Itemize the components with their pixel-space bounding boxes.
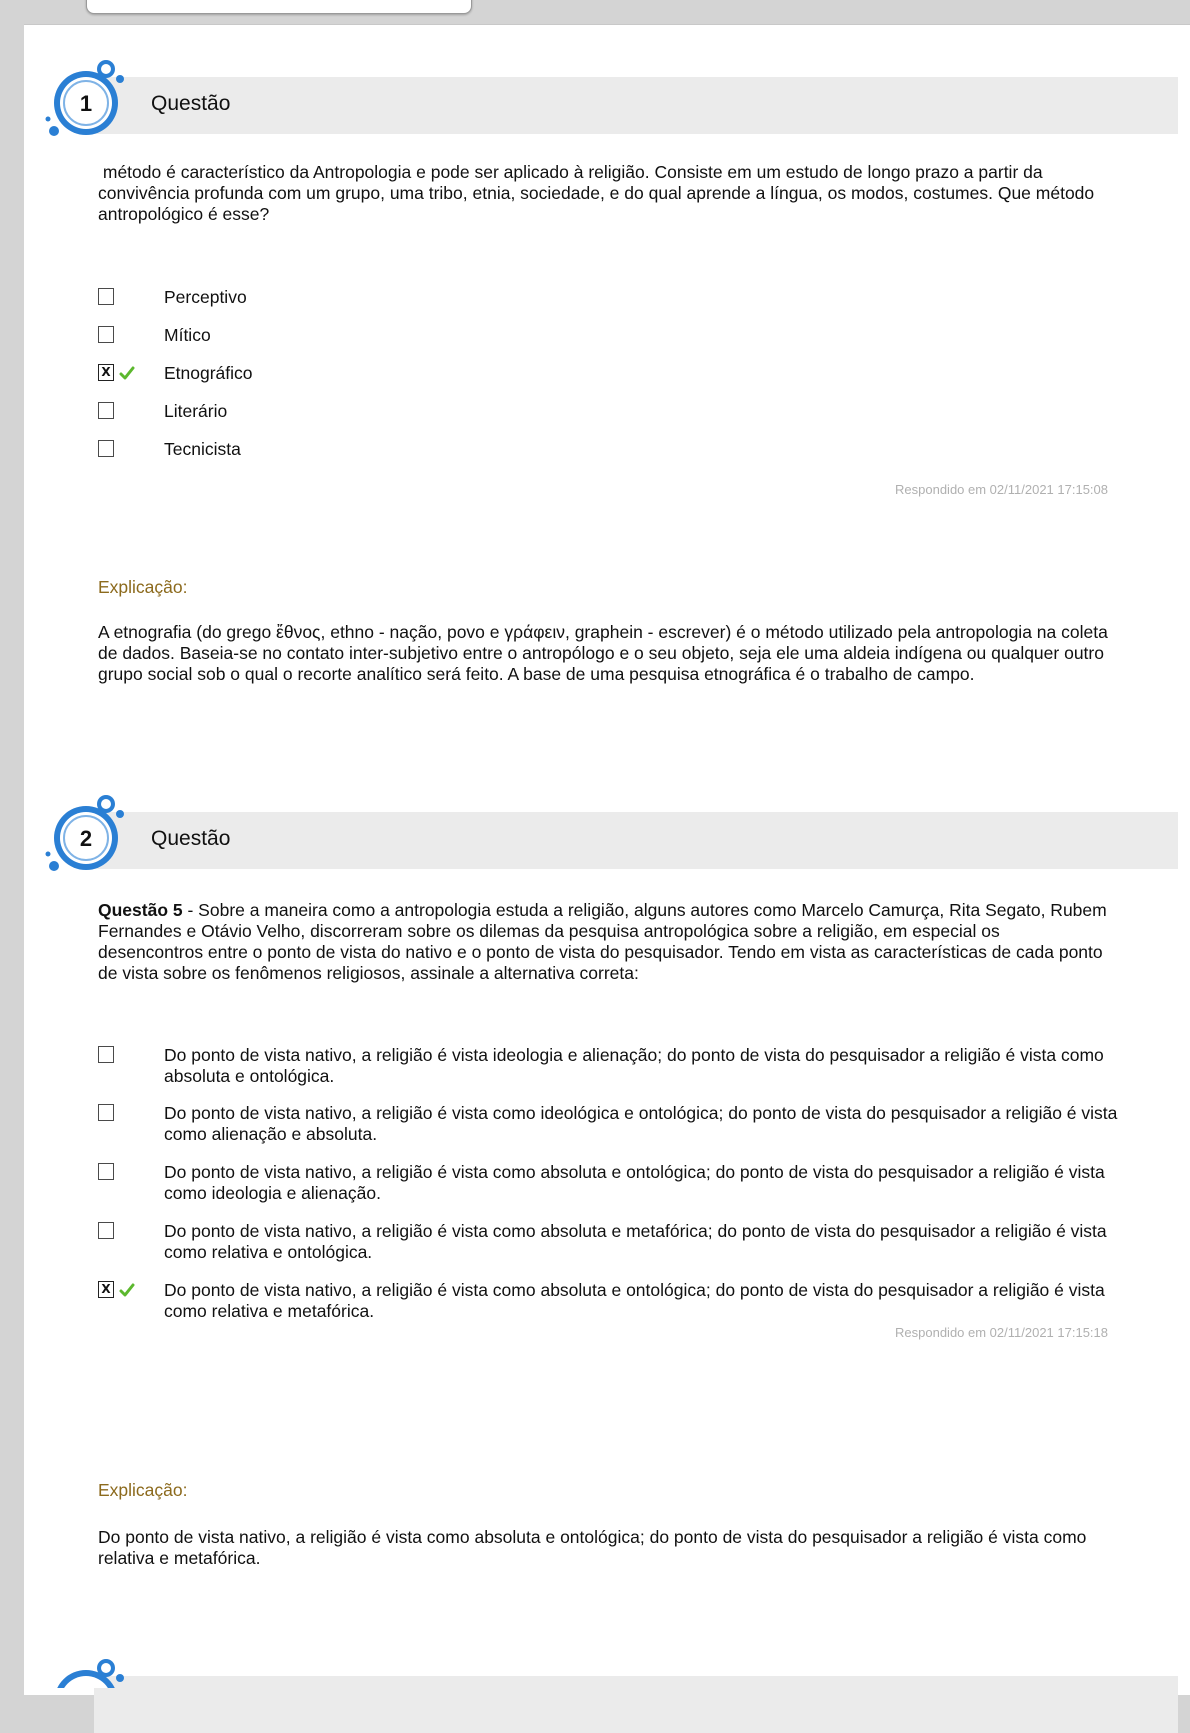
option-2[interactable] [98,1103,1138,1162]
option-label: Do ponto de vista nativo, a religião é vista como absoluta e ontológica; do ponto de vista do pesquisador a religião é vista como relativa e metafórica. [164,1280,1105,1321]
question-title: Questão [151,827,231,850]
checkbox[interactable] [98,288,114,305]
question-title: Questão [151,92,231,115]
checkbox[interactable] [98,402,114,419]
answered-timestamp: Respondido em 02/11/2021 17:15:18 [895,1325,1108,1340]
top-toolbar-box [86,0,472,14]
question-header [94,812,1178,869]
checkbox[interactable] [98,1163,114,1180]
answered-timestamp: Respondido em 02/11/2021 17:15:08 [895,482,1108,497]
answer-options [98,1045,1138,1338]
option-label: Mítico [164,325,211,345]
checked-box-icon[interactable]: X [98,364,114,381]
option-5[interactable] [98,439,1138,477]
option-label: Etnográfico [164,363,253,383]
option-4[interactable] [98,1221,1138,1280]
svg-text:2: 2 [79,826,93,851]
option-3[interactable] [98,1162,1138,1221]
explanation-text: Do ponto de vista nativo, a religião é vista como absoluta e ontológica; do ponto de vista do pesquisador a religião é vista como relativa e metafórica. [98,1527,1087,1568]
question-stem-text: - Sobre a maneira como a antropologia estuda a religião, alguns autores como Marcelo Camurça, Rita Segato, Rubem Fernandes e Otávio Velho, discorreram sobre os dilemas da pesquisa antropológica sobre a religião, em especial os desencontros entre o ponto de vista do nativo e o ponto de vista do pesquisador. Tendo em vista as características de cada ponto de vista sobre os fenômenos religiosos, assinale a alternativa correta: [98,900,1107,983]
number-badge-icon [40,784,150,884]
option-1[interactable] [98,1045,1138,1103]
green-check-icon [119,365,135,381]
explanation-label: Explicação: [98,1480,188,1500]
option-2[interactable] [98,325,1138,363]
option-label: Do ponto de vista nativo, a religião é vista como absoluta e ontológica; do ponto de vista do pesquisador a religião é vista como ideologia e alienação. [164,1162,1105,1203]
number-badge-icon [40,49,150,149]
explanation-label: Explicação: [98,577,188,597]
checkbox[interactable] [98,326,114,343]
option-1[interactable] [98,287,1138,325]
number-badge-icon [40,1648,150,1688]
option-label: Do ponto de vista nativo, a religião é vista ideologia e alienação; do ponto de vista do pesquisador a religião é vista como absoluta e ontológica. [164,1045,1104,1086]
exam-page [24,24,1190,1695]
question-stem-text: método é característico da Antropologia e pode ser aplicado à religião. Consiste em um estudo de longo prazo a partir da convivência profunda com um grupo, uma tribo, etnia, sociedade, e do qual aprende a língua, os modos, costumes. Que método antropológico é esse? [98,162,1095,224]
checkbox[interactable] [98,1104,114,1121]
option-4[interactable] [98,401,1138,439]
checkbox[interactable] [98,1222,114,1239]
checkbox[interactable] [98,1046,114,1063]
svg-text:1: 1 [79,91,93,116]
checkbox[interactable] [98,440,114,457]
question-header [94,1676,1178,1733]
option-label: Literário [164,401,228,421]
option-3[interactable] [98,363,1138,401]
green-check-icon [119,1282,135,1298]
question-stem [98,162,1108,225]
checked-box-icon[interactable]: X [98,1281,114,1298]
option-label: Do ponto de vista nativo, a religião é vista como absoluta e metafórica; do ponto de vista do pesquisador a religião é vista como relativa e ontológica. [164,1221,1107,1262]
option-label: Tecnicista [164,439,241,459]
option-label: Perceptivo [164,287,247,307]
explanation-text: A etnografia (do grego ἔθνος, ethno - nação, povo e γράφειν, graphein - escrever) é o método utilizado pela antropologia na coleta de dados. Baseia-se no contato inter-subjetivo entre o antropólogo e o seu objeto, seja ele uma aldeia indígena ou qualquer outro grupo social sob o qual o recorte analítico será feito. A base de uma pesquisa etnográfica é o trabalho de campo. [98,622,1108,684]
question-stem [98,900,1108,984]
question-stem-bold: Questão 5 [98,900,183,920]
answer-options [98,287,1138,477]
option-label: Do ponto de vista nativo, a religião é vista como ideológica e ontológica; do ponto de vista do pesquisador a religião é vista como alienação e absoluta. [164,1103,1118,1144]
question-header [94,77,1178,134]
